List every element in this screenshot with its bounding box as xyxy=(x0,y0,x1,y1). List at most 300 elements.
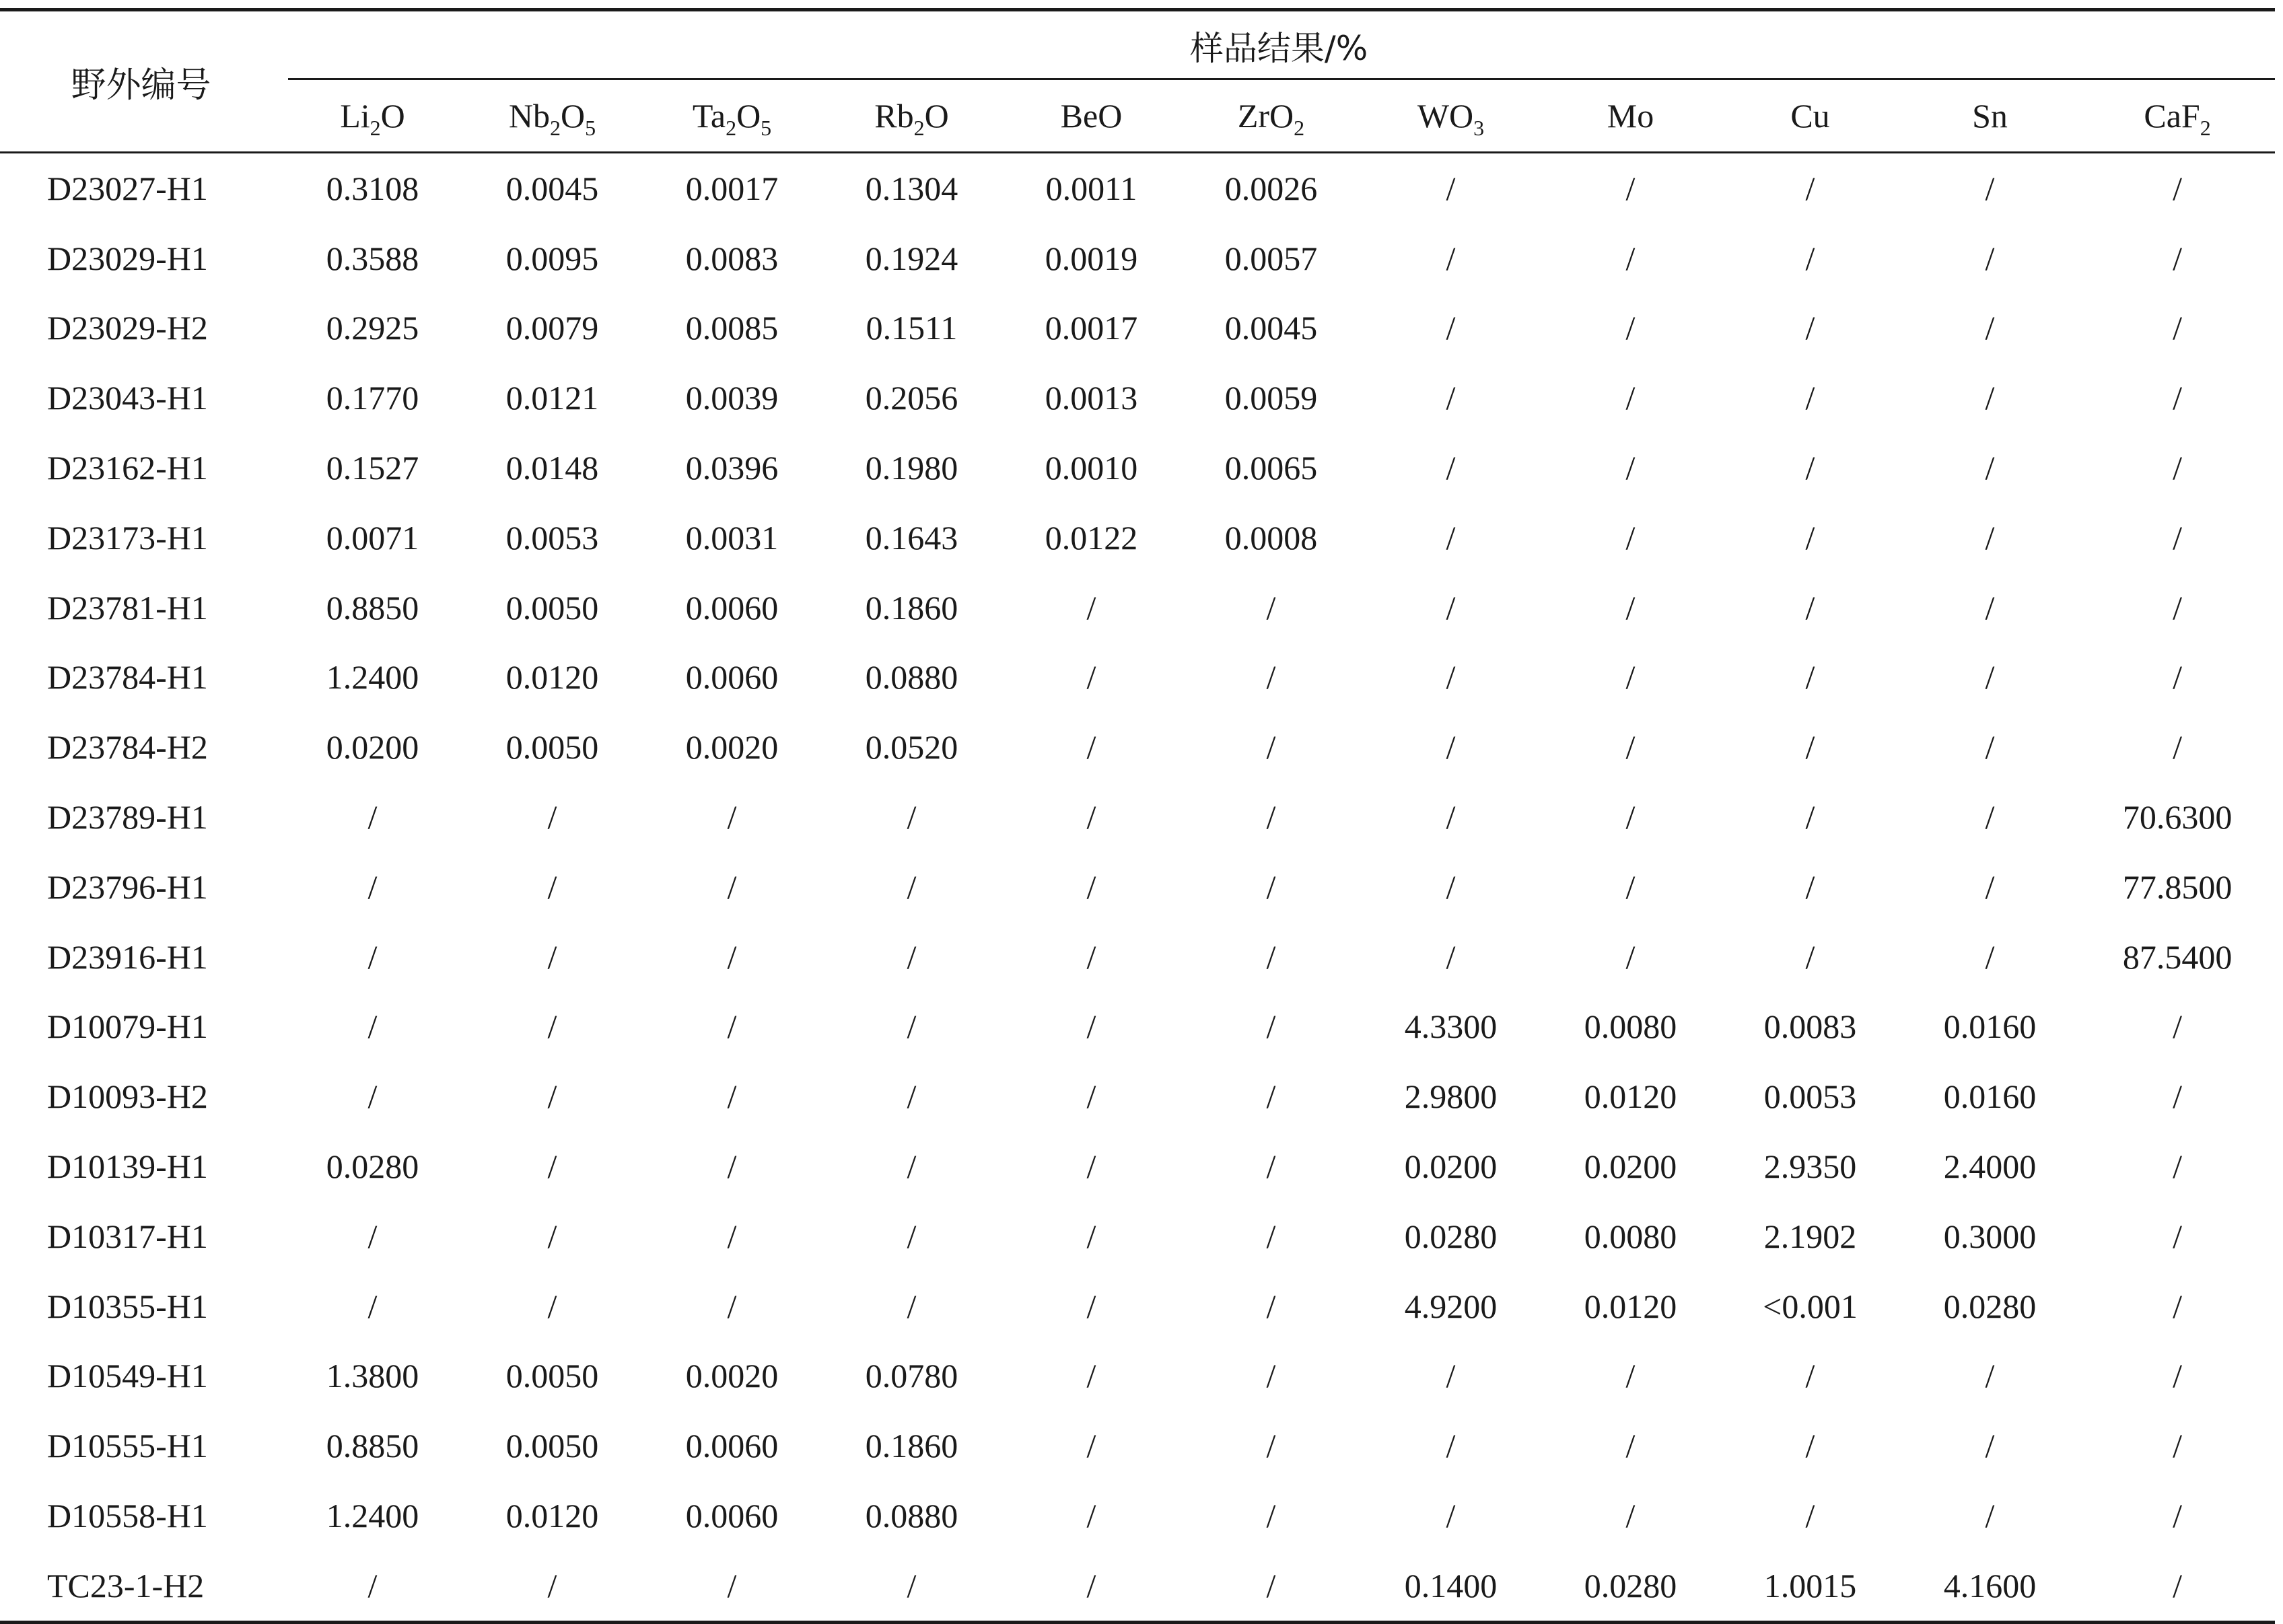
field-id-cell: D10093-H2 xyxy=(47,1078,208,1116)
value-cell: 0.0396 xyxy=(685,449,779,487)
value-cell: 0.0053 xyxy=(1763,1078,1857,1116)
table-row xyxy=(0,1271,2275,1341)
value-cell: / xyxy=(1625,588,1636,627)
table-row xyxy=(0,433,2275,503)
value-cell: / xyxy=(1625,449,1636,487)
field-id-cell: D23027-H1 xyxy=(47,169,208,207)
value-cell: / xyxy=(642,1551,822,1622)
value-cell: 0.0057 xyxy=(1224,239,1318,277)
value-cell: / xyxy=(367,1008,378,1046)
value-cell: / xyxy=(1446,1357,1456,1395)
value-cell: / xyxy=(1086,1357,1096,1395)
value-cell: 0.0160 xyxy=(1943,1078,2037,1116)
value-cell: / xyxy=(1446,1427,1456,1465)
value-cell: / xyxy=(1625,658,1636,697)
value-cell: 77.8500 xyxy=(2122,868,2233,906)
value-cell: 0.0065 xyxy=(1224,449,1318,487)
value-cell: / xyxy=(1446,1497,1456,1535)
value-cell: / xyxy=(907,868,917,906)
value-cell: / xyxy=(2173,658,2183,697)
group-header-label: 样品结果/% xyxy=(1189,29,1368,68)
value-cell: / xyxy=(822,1551,1002,1622)
value-cell: / xyxy=(1266,1008,1276,1046)
value-cell: 0.0045 xyxy=(505,169,599,207)
table-row xyxy=(0,922,2275,992)
value-cell: / xyxy=(547,938,557,976)
value-cell: / xyxy=(1086,658,1096,697)
value-cell: / xyxy=(1625,938,1636,976)
value-cell: 0.0020 xyxy=(685,728,779,767)
value-cell: 0.1860 xyxy=(865,588,958,627)
column-header-base: ZrO xyxy=(1237,97,1294,135)
value-cell: / xyxy=(1985,169,1995,207)
value-cell: 0.0013 xyxy=(1045,379,1138,417)
value-cell: / xyxy=(2173,1078,2183,1116)
value-cell: / xyxy=(727,1008,737,1046)
value-cell: 0.0060 xyxy=(685,1427,779,1465)
value-cell: / xyxy=(2173,169,2183,207)
field-id-cell: D10139-H1 xyxy=(47,1148,208,1186)
value-cell: / xyxy=(1805,868,1815,906)
value-cell: / xyxy=(1446,658,1456,697)
value-cell: / xyxy=(1086,1217,1096,1255)
value-cell: 0.1860 xyxy=(865,1427,958,1465)
value-cell: 0.0010 xyxy=(1045,449,1138,487)
value-cell: / xyxy=(2173,1427,2183,1465)
value-cell: / xyxy=(907,1078,917,1116)
value-cell: / xyxy=(1985,728,1995,767)
value-cell: / xyxy=(1266,658,1276,697)
value-cell: / xyxy=(727,1148,737,1186)
field-id-cell: D23029-H2 xyxy=(47,309,208,347)
value-cell: / xyxy=(1086,588,1096,627)
value-cell: / xyxy=(1266,588,1276,627)
column-header-base: CaF xyxy=(2144,97,2200,135)
value-cell: 0.0020 xyxy=(685,1357,779,1395)
table-row xyxy=(0,1131,2275,1201)
value-cell: 0.0280 xyxy=(1541,1551,1720,1622)
column-header-base: Rb xyxy=(874,97,914,135)
value-cell: / xyxy=(367,1287,378,1325)
value-cell: / xyxy=(2173,1287,2183,1325)
value-cell: 0.1527 xyxy=(326,449,419,487)
value-cell: <0.001 xyxy=(1763,1287,1858,1325)
value-cell: / xyxy=(1086,868,1096,906)
column-header xyxy=(2080,80,2275,153)
value-cell: / xyxy=(1446,728,1456,767)
field-id-cell: D23043-H1 xyxy=(47,379,208,417)
value-cell: 0.0039 xyxy=(685,379,779,417)
value-cell: / xyxy=(547,1148,557,1186)
sample-results-table xyxy=(0,8,2275,1624)
value-cell: / xyxy=(2173,518,2183,557)
column-header-base: Ta xyxy=(692,97,726,135)
value-cell: / xyxy=(1266,1287,1276,1325)
column-header-base: Nb xyxy=(508,97,550,135)
value-cell: / xyxy=(727,1217,737,1255)
value-cell: / xyxy=(1985,449,1995,487)
value-cell: / xyxy=(1625,309,1636,347)
value-cell: / xyxy=(1985,1357,1995,1395)
value-cell: / xyxy=(727,938,737,976)
value-cell: 0.0017 xyxy=(1045,309,1138,347)
value-cell: / xyxy=(1086,728,1096,767)
column-header xyxy=(1900,80,2080,153)
value-cell: / xyxy=(2173,449,2183,487)
value-cell: 87.5400 xyxy=(2122,938,2233,976)
value-cell: 70.6300 xyxy=(2122,798,2233,837)
column-header-sub2: 5 xyxy=(585,116,596,140)
value-cell: 0.0121 xyxy=(505,379,599,417)
value-cell: / xyxy=(547,1078,557,1116)
value-cell: / xyxy=(1446,868,1456,906)
value-cell: / xyxy=(1985,379,1995,417)
value-cell: 0.0060 xyxy=(685,1497,779,1535)
table-row xyxy=(0,1061,2275,1131)
column-header-sub2: 5 xyxy=(761,116,772,140)
value-cell: / xyxy=(1446,588,1456,627)
field-id-cell: D10079-H1 xyxy=(47,1008,208,1046)
value-cell: 0.0280 xyxy=(1943,1287,2037,1325)
value-cell: 0.8850 xyxy=(326,588,419,627)
field-id-cell: D23784-H1 xyxy=(47,658,208,697)
field-id-cell: D10317-H1 xyxy=(47,1217,208,1255)
column-header-sub1: 3 xyxy=(1473,116,1485,140)
value-cell: / xyxy=(1266,938,1276,976)
value-cell: / xyxy=(547,1008,557,1046)
table-row xyxy=(0,992,2275,1062)
table-row xyxy=(0,1411,2275,1481)
table-row xyxy=(0,1481,2275,1551)
value-cell: 0.0050 xyxy=(505,588,599,627)
value-cell: / xyxy=(1625,728,1636,767)
column-header-sub1: 2 xyxy=(913,116,925,140)
value-cell: / xyxy=(1266,1427,1276,1465)
value-cell: / xyxy=(907,1148,917,1186)
value-cell: 0.0045 xyxy=(1224,309,1318,347)
column-header-sub1: 2 xyxy=(2200,116,2211,140)
value-cell: / xyxy=(1805,588,1815,627)
value-cell: 0.1770 xyxy=(326,379,419,417)
value-cell: 2.1902 xyxy=(1763,1217,1857,1255)
value-cell: 4.3300 xyxy=(1404,1008,1498,1046)
value-cell: 1.0015 xyxy=(1720,1551,1900,1622)
value-cell: 0.3588 xyxy=(326,239,419,277)
value-cell: / xyxy=(1985,309,1995,347)
value-cell: 0.0160 xyxy=(1943,1008,2037,1046)
value-cell: / xyxy=(1805,1427,1815,1465)
value-cell: / xyxy=(907,1287,917,1325)
value-cell: / xyxy=(1446,309,1456,347)
value-cell: / xyxy=(1985,1427,1995,1465)
value-cell: / xyxy=(1266,1497,1276,1535)
value-cell: 0.0050 xyxy=(505,728,599,767)
field-id-cell: D23916-H1 xyxy=(47,938,208,976)
value-cell: 0.0026 xyxy=(1224,169,1318,207)
value-cell: / xyxy=(547,1287,557,1325)
value-cell: / xyxy=(907,1217,917,1255)
table-header xyxy=(0,10,2275,153)
value-cell: / xyxy=(2173,1217,2183,1255)
value-cell: 0.0200 xyxy=(1584,1148,1677,1186)
value-cell: / xyxy=(367,868,378,906)
value-cell: 0.0520 xyxy=(865,728,958,767)
value-cell: / xyxy=(1985,868,1995,906)
value-cell: 0.0148 xyxy=(505,449,599,487)
value-cell: 0.0280 xyxy=(326,1148,419,1186)
value-cell: 0.8850 xyxy=(326,1427,419,1465)
value-cell: / xyxy=(1985,938,1995,976)
column-header xyxy=(1541,80,1720,153)
value-cell: / xyxy=(727,1078,737,1116)
value-cell: / xyxy=(1805,728,1815,767)
column-header xyxy=(1181,80,1361,153)
value-cell: / xyxy=(1266,868,1276,906)
value-cell: / xyxy=(1805,518,1815,557)
table-row xyxy=(0,643,2275,713)
field-id-cell: D10355-H1 xyxy=(47,1287,208,1325)
value-cell: / xyxy=(1805,449,1815,487)
value-cell: / xyxy=(1985,658,1995,697)
value-cell: 0.0060 xyxy=(685,658,779,697)
value-cell: / xyxy=(1805,658,1815,697)
value-cell: 0.3000 xyxy=(1943,1217,2037,1255)
value-cell: / xyxy=(907,938,917,976)
value-cell: / xyxy=(367,1078,378,1116)
table-row xyxy=(0,1341,2275,1411)
value-cell: / xyxy=(1985,518,1995,557)
value-cell: / xyxy=(1805,1497,1815,1535)
value-cell: / xyxy=(1805,239,1815,277)
field-id-cell: D23029-H1 xyxy=(47,239,208,277)
value-cell: / xyxy=(1625,169,1636,207)
value-cell: / xyxy=(1266,1357,1276,1395)
value-cell: / xyxy=(1625,868,1636,906)
value-cell: / xyxy=(1446,239,1456,277)
value-cell: / xyxy=(1266,1148,1276,1186)
value-cell: / xyxy=(547,798,557,837)
table-row xyxy=(0,712,2275,782)
value-cell: 2.4000 xyxy=(1943,1148,2037,1186)
value-cell: / xyxy=(1086,1287,1096,1325)
value-cell: / xyxy=(1266,1217,1276,1255)
value-cell: / xyxy=(1266,1078,1276,1116)
value-cell: 0.0120 xyxy=(1584,1078,1677,1116)
column-header-sub1: 2 xyxy=(550,116,561,140)
value-cell: 2.9350 xyxy=(1763,1148,1857,1186)
value-cell: / xyxy=(1805,379,1815,417)
value-cell: / xyxy=(1985,798,1995,837)
value-cell: / xyxy=(1086,1008,1096,1046)
field-id-cell: D10555-H1 xyxy=(47,1427,208,1465)
column-header-base: Mo xyxy=(1607,97,1654,135)
value-cell: 1.3800 xyxy=(326,1357,419,1395)
field-id-cell: D23784-H2 xyxy=(47,728,208,767)
value-cell: 0.3108 xyxy=(326,169,419,207)
value-cell: / xyxy=(1625,1497,1636,1535)
value-cell: / xyxy=(1805,1357,1815,1395)
table-row xyxy=(0,782,2275,852)
value-cell: / xyxy=(1181,1551,1361,1622)
value-cell: / xyxy=(1266,798,1276,837)
field-id-cell: D23781-H1 xyxy=(47,588,208,627)
value-cell: 0.1304 xyxy=(865,169,958,207)
value-cell: 1.2400 xyxy=(326,1497,419,1535)
table-row xyxy=(0,503,2275,573)
field-id-cell: D23789-H1 xyxy=(47,798,208,837)
table-row xyxy=(0,223,2275,293)
value-cell: 0.0011 xyxy=(1045,169,1137,207)
field-id-cell: TC23-1-H2 xyxy=(0,1551,283,1622)
value-cell: / xyxy=(1446,379,1456,417)
column-header-base: Cu xyxy=(1790,97,1830,135)
value-cell: / xyxy=(2173,1357,2183,1395)
value-cell: / xyxy=(2173,728,2183,767)
value-cell: / xyxy=(2080,1551,2275,1622)
field-id-cell: D23173-H1 xyxy=(47,518,208,557)
value-cell: / xyxy=(1805,798,1815,837)
value-cell: 0.0080 xyxy=(1584,1008,1677,1046)
value-cell: / xyxy=(2173,1148,2183,1186)
value-cell: / xyxy=(1625,518,1636,557)
value-cell: / xyxy=(1805,309,1815,347)
value-cell: / xyxy=(1446,449,1456,487)
value-cell: / xyxy=(2173,1008,2183,1046)
column-header-row xyxy=(0,80,2275,153)
value-cell: / xyxy=(907,1008,917,1046)
value-cell: 4.1600 xyxy=(1900,1551,2080,1622)
value-cell: 0.0880 xyxy=(865,658,958,697)
value-cell: / xyxy=(1086,798,1096,837)
value-cell: 0.0880 xyxy=(865,1497,958,1535)
value-cell: 0.0053 xyxy=(505,518,599,557)
value-cell: 0.0122 xyxy=(1045,518,1138,557)
value-cell: 0.0120 xyxy=(505,658,599,697)
value-cell: 0.0200 xyxy=(1404,1148,1498,1186)
table-row xyxy=(0,293,2275,363)
value-cell: 0.1511 xyxy=(866,309,958,347)
column-header-sub1: 2 xyxy=(726,116,737,140)
value-cell: 0.0080 xyxy=(1584,1217,1677,1255)
column-header xyxy=(822,80,1002,153)
value-cell: / xyxy=(1625,239,1636,277)
column-header-base: WO xyxy=(1417,97,1474,135)
value-cell: 0.1980 xyxy=(865,449,958,487)
column-header xyxy=(1002,80,1181,153)
value-cell: / xyxy=(1625,1357,1636,1395)
value-cell: 0.2056 xyxy=(865,379,958,417)
column-header-base: Sn xyxy=(1972,97,2008,135)
value-cell: / xyxy=(1002,1551,1181,1622)
value-cell: / xyxy=(1985,1497,1995,1535)
value-cell: 0.0200 xyxy=(326,728,419,767)
value-cell: 0.0059 xyxy=(1224,379,1318,417)
column-header-sub1: 2 xyxy=(370,116,381,140)
field-id-header: 野外编号 xyxy=(0,10,283,153)
value-cell: / xyxy=(1086,1497,1096,1535)
value-cell: / xyxy=(1086,938,1096,976)
value-cell: 0.0280 xyxy=(1404,1217,1498,1255)
value-cell: / xyxy=(2173,379,2183,417)
value-cell: 0.0050 xyxy=(505,1427,599,1465)
value-cell: / xyxy=(1625,1427,1636,1465)
table-row xyxy=(0,1201,2275,1271)
value-cell: 0.0085 xyxy=(685,309,779,347)
value-cell: / xyxy=(2173,309,2183,347)
value-cell: / xyxy=(727,1287,737,1325)
value-cell: 0.0079 xyxy=(505,309,599,347)
field-id-cell: D23796-H1 xyxy=(47,868,208,906)
group-header-rule xyxy=(288,78,2275,80)
value-cell: / xyxy=(1446,169,1456,207)
value-cell: / xyxy=(1805,938,1815,976)
value-cell: / xyxy=(367,938,378,976)
value-cell: 0.0060 xyxy=(685,588,779,627)
value-cell: 0.1643 xyxy=(865,518,958,557)
table-row xyxy=(0,153,2275,223)
value-cell: 4.9200 xyxy=(1404,1287,1498,1325)
value-cell: 0.0120 xyxy=(1584,1287,1677,1325)
value-cell: 0.0017 xyxy=(685,169,779,207)
value-cell: 0.1924 xyxy=(865,239,958,277)
column-header-sub1: 2 xyxy=(1294,116,1305,140)
table-body xyxy=(0,153,2275,1623)
value-cell: / xyxy=(1086,1148,1096,1186)
value-cell: 0.0095 xyxy=(505,239,599,277)
value-cell: 0.2925 xyxy=(326,309,419,347)
value-cell: 0.0071 xyxy=(326,518,419,557)
value-cell: / xyxy=(367,798,378,837)
value-cell: 2.9800 xyxy=(1404,1078,1498,1116)
column-header xyxy=(462,80,642,153)
column-header xyxy=(642,80,822,153)
value-cell: / xyxy=(1086,1078,1096,1116)
value-cell: / xyxy=(283,1551,462,1622)
table-row xyxy=(0,573,2275,643)
value-cell: 0.0050 xyxy=(505,1357,599,1395)
column-header-rest: O xyxy=(380,97,405,135)
value-cell: / xyxy=(907,798,917,837)
value-cell: / xyxy=(367,1217,378,1255)
table-row xyxy=(0,1551,2275,1622)
column-header xyxy=(1361,80,1541,153)
field-id-cell: D10549-H1 xyxy=(47,1357,208,1395)
value-cell: / xyxy=(1805,169,1815,207)
value-cell: 0.0083 xyxy=(685,239,779,277)
value-cell: 0.0019 xyxy=(1045,239,1138,277)
value-cell: / xyxy=(1446,518,1456,557)
value-cell: / xyxy=(1086,1427,1096,1465)
value-cell: 0.0008 xyxy=(1224,518,1318,557)
value-cell: / xyxy=(727,798,737,837)
field-id-cell: D10558-H1 xyxy=(47,1497,208,1535)
column-header-base: BeO xyxy=(1060,97,1123,135)
value-cell: / xyxy=(1985,588,1995,627)
field-id-cell: D23162-H1 xyxy=(47,449,208,487)
column-header-rest: O xyxy=(561,97,586,135)
value-cell: / xyxy=(2173,1497,2183,1535)
value-cell: / xyxy=(1625,798,1636,837)
column-header xyxy=(283,80,462,153)
column-header-base: Li xyxy=(340,97,370,135)
value-cell: / xyxy=(727,868,737,906)
value-cell: / xyxy=(2173,588,2183,627)
value-cell: / xyxy=(1985,239,1995,277)
table-row xyxy=(0,363,2275,433)
value-cell: / xyxy=(1625,379,1636,417)
value-cell: / xyxy=(2173,239,2183,277)
value-cell: 0.0780 xyxy=(865,1357,958,1395)
